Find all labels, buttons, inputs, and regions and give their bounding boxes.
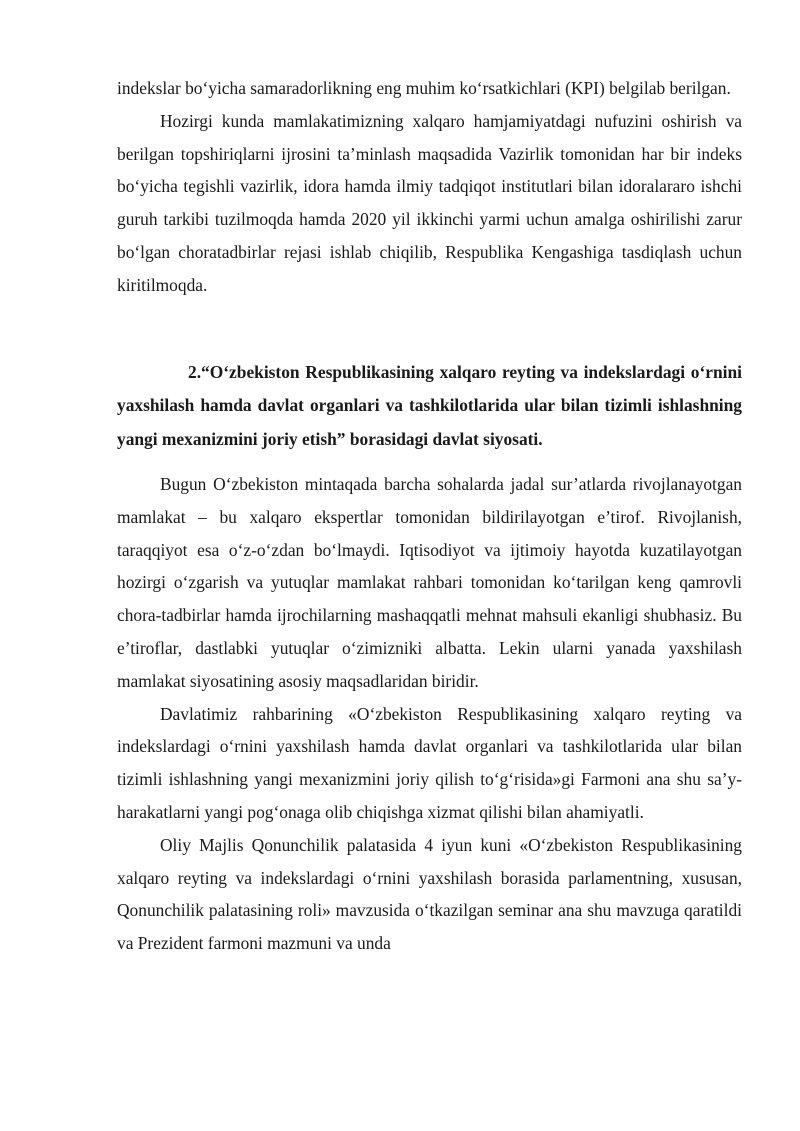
- paragraph-continuation: indekslar bo‘yicha samaradorlikning eng muhim ko‘rsatkichlari (KPI) belgilab berilgan.: [117, 78, 731, 98]
- paragraph-working-group: Hozirgi kunda mamlakatimizning xalqaro hamjamiyatdagi nufuzini oshirish va berilgan topshiriqlarni ijrosini ta’minlash maqsadida Vazirlik tomonidan har bir indeks bo‘yicha tegishli vazirlik, idora hamda ilmiy tadqiqot institutlari bilan idoralararo ishchi guruh tarkibi tuzilmoqda hamda 2020 yil ikkinchi yarmi uchun amalga oshirilishi zarur bo‘lgan choratadbirlar rejasi ishlab chiqilib, Respublika Kengashiga tasdiqlash uchun kiritilmoqda.: [117, 110, 742, 295]
- paragraph-decree: Davlatimiz rahbarining «O‘zbekiston Respublikasining xalqaro reyting va indekslardagi o‘rnini yaxshilash hamda davlat organlari va tashkilotlarida ular bilan tizimli ishlashning yangi mexanizmini joriy qilish to‘g‘risida»gi Farmoni ana shu sa’y-harakatlarni yangi pog‘onaga olib chiqishga xizmat qilishi bilan ahamiyatli.: [117, 703, 742, 823]
- paragraph-development: Bugun O‘zbekiston mintaqada barcha sohalarda jadal sur’atlarda rivojlanayotgan mamlakat – bu xalqaro ekspertlar tomonidan bildirilayotgan e’tirof. Rivojlanish, taraqqiyot esa o‘z-o‘zdan bo‘lmaydi. Iqtisodiyot va ijtimoiy hayotda kuzatilayotgan hozirgi o‘zgarish va yutuqlar mamlakat rahbari tomonidan ko‘tarilgan keng qamrovli chora-tadbirlar hamda ijrochilarning mashaqqatli mehnat mahsuli ekanligi shubhasiz. Bu e’tiroflar, dastlabki yutuqlar o‘zimizniki albatta. Lekin ularni yanada yaxshilash mamlakat siyosatining asosiy maqsadlaridan biridir.: [117, 474, 742, 691]
- section-heading: 2.“O‘zbekiston Respublikasining xalqaro reyting va indekslardagi o‘rnini yaxshilash hamda davlat organlari va tashkilotlarida ular bilan tizimli ishlashning yangi mexanizmini joriy etish” borasidagi davlat siyosati.: [117, 361, 742, 449]
- document-page: [117, 72, 742, 960]
- paragraph-seminar: Oliy Majlis Qonunchilik palatasida 4 iyun kuni «O‘zbekiston Respublikasining xalqaro reyting va indekslardagi o‘rnini yaxshilash borasida parlamentning, xususan, Qonunchilik palatasining roli» mavzusida o‘tkazilgan seminar ana shu mavzuga qaratildi va Prezident farmoni mazmuni va unda: [117, 834, 742, 954]
